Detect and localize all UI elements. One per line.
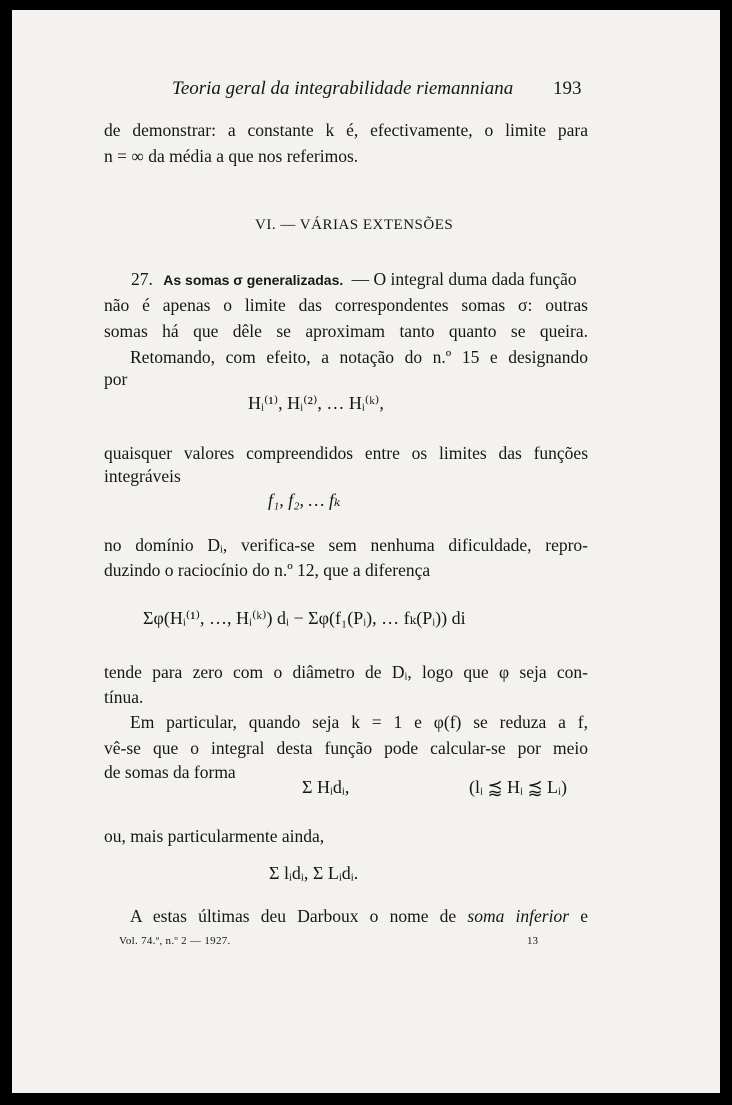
text-line [131, 269, 577, 290]
text-line: por [104, 369, 128, 389]
text-span: A estas últimas deu Darboux o nome de [130, 906, 457, 926]
text-italic: soma inferior [467, 906, 570, 926]
text-line: Em particular, quando seja k = 1 e φ(f) se reduza a f, [130, 712, 588, 732]
text-line: ou, mais particularmente ainda, [104, 826, 325, 846]
text-line: duzindo o raciocínio do n.º 12, que a diferença [104, 560, 431, 580]
formula-difference: Σφ(Hᵢ⁽¹⁾, …, Hᵢ⁽ᵏ⁾) dᵢ − Σφ(f₁(Pᵢ), … fₖ(Pᵢ)) di [143, 608, 466, 628]
paragraph-number: 27. [131, 269, 153, 289]
formula-sums-lL: Σ lᵢdᵢ, Σ Lᵢdᵢ. [269, 863, 359, 883]
running-title: Teoria geral da integrabilidade riemanniana [172, 78, 514, 99]
text-line: tende para zero com o diâmetro de Dᵢ, logo que φ seja con- [104, 662, 588, 682]
footer-signature: 13 [527, 935, 538, 947]
text-line: vê-se que o integral desta função pode calcular-se por meio [104, 738, 588, 758]
formula-sum-h: Σ Hᵢdᵢ, [302, 777, 350, 797]
formula-bounds: (lᵢ ⪷ Hᵢ ⪷ Lᵢ) [469, 777, 567, 797]
text-line: n = ∞ da média a que nos referimos. [104, 146, 359, 166]
text-line: somas há que dêle se aproximam tanto quanto se queira. [104, 321, 588, 341]
text-span: e [580, 906, 589, 926]
text-line [130, 906, 588, 927]
text-span: — O integral duma dada função [351, 269, 577, 289]
text-line: tínua. [104, 687, 144, 707]
page-number: 193 [553, 78, 582, 99]
formula-f-list: f₁, f₂, … fₖ [268, 490, 341, 510]
footer-volume: Vol. 74.º, n.º 2 — 1927. [119, 935, 231, 947]
text-line: Retomando, com efeito, a notação do n.º 15 e designando [130, 347, 588, 367]
formula-h-list: Hᵢ⁽¹⁾, Hᵢ⁽²⁾, … Hᵢ⁽ᵏ⁾, [248, 393, 384, 413]
text-line: integráveis [104, 466, 181, 486]
document-page [12, 10, 720, 1093]
text-line: no domínio Dᵢ, verifica-se sem nenhuma dificuldade, repro- [104, 535, 588, 555]
text-line: não é apenas o limite das correspondentes somas σ: outras [104, 295, 588, 315]
text-line: de somas da forma [104, 762, 236, 782]
text-line: de demonstrar: a constante k é, efectivamente, o limite para [104, 120, 588, 140]
section-title: VI. — VÁRIAS EXTENSÕES [255, 217, 454, 233]
text-line: quaisquer valores compreendidos entre os limites das funções [104, 443, 588, 463]
paragraph-heading: As somas σ generalizadas. [163, 272, 344, 288]
